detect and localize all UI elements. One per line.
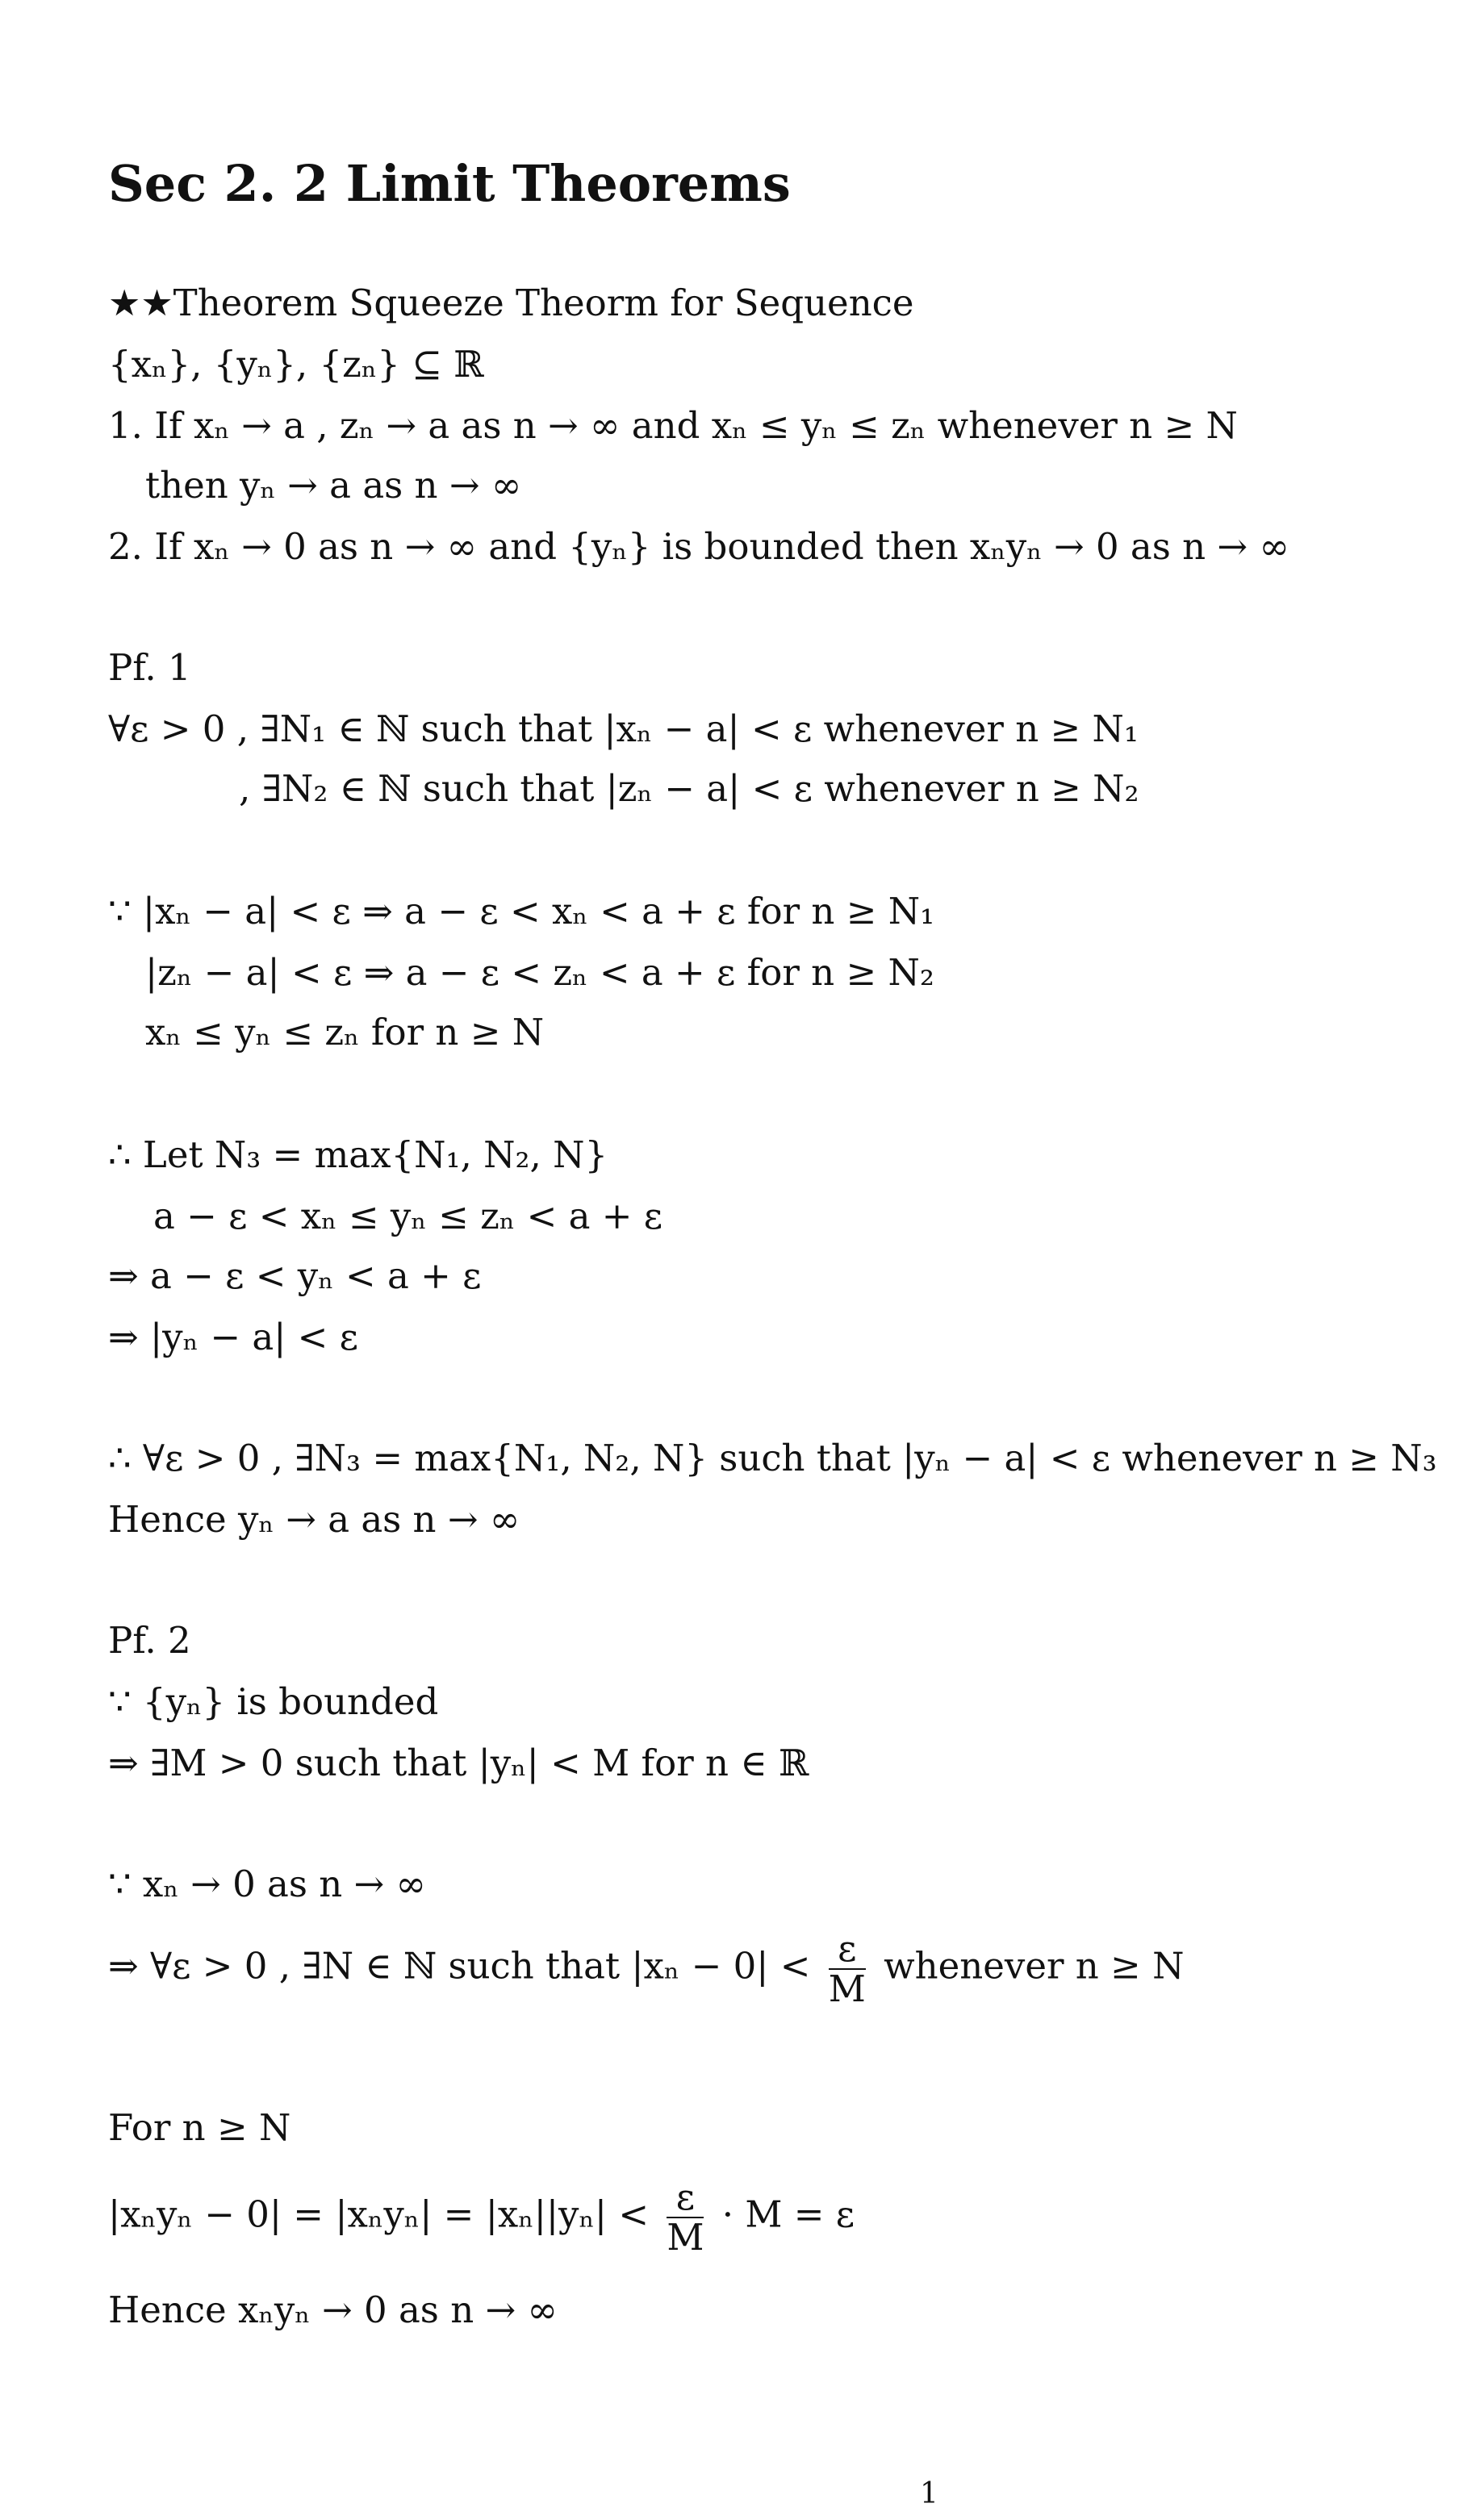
proof-2-line: ∵ {yₙ} is bounded: [108, 1680, 439, 1723]
proof-1-line: ∴ Let N₃ = max{N₁, N₂, N}: [108, 1133, 608, 1176]
proof-2-line: ∵ xₙ → 0 as n → ∞: [108, 1863, 427, 1905]
proof-1-line: ∵ |xₙ − a| < ε ⇒ a − ε < xₙ < a + ε for n ≥ N₁: [108, 890, 935, 932]
fraction-denominator: M: [667, 2216, 704, 2259]
proof-1-line: ∀ε > 0 , ∃N₁ ∈ ℕ such that |xₙ − a| < ε whenever n ≥ N₁: [108, 707, 1139, 750]
theorem-item-1: 1. If xₙ → a , zₙ → a as n → ∞ and xₙ ≤ yₙ ≤ zₙ whenever n ≥ N: [108, 404, 1238, 447]
proof-2-text: whenever n ≥ N: [884, 1944, 1185, 1988]
fraction-epsilon-over-m: [667, 2178, 704, 2257]
proof-2-conclusion: Hence xₙyₙ → 0 as n → ∞: [108, 2288, 558, 2331]
theorem-item-1-conclusion: then yₙ → a as n → ∞: [145, 464, 522, 507]
proof-1-line: , ∃N₂ ∈ ℕ such that |zₙ − a| < ε whenever n ≥ N₂: [239, 767, 1139, 810]
theorem-item-2: 2. If xₙ → 0 as n → ∞ and {yₙ} is bounded then xₙyₙ → 0 as n → ∞: [108, 525, 1289, 568]
theorem-sets: {xₙ}, {yₙ}, {zₙ} ⊆ ℝ: [108, 343, 484, 386]
proof-2-line: [108, 2178, 855, 2257]
fraction-numerator: ε: [829, 1930, 866, 1970]
page-title: Sec 2. 2 Limit Theorems: [108, 154, 791, 213]
theorem-heading: ★★Theorem Squeeze Theorm for Sequence: [108, 282, 914, 324]
fraction-denominator: M: [828, 1967, 866, 2010]
page-number: 1: [920, 2477, 938, 2510]
proof-1-line: a − ε < xₙ ≤ yₙ ≤ zₙ < a + ε: [153, 1195, 663, 1237]
proof-2-text: · M = ε: [721, 2192, 855, 2236]
proof-2-line: ⇒ ∃M > 0 such that |yₙ| < M for n ∈ ℝ: [108, 1742, 809, 1784]
proof-1-conclusion: Hence yₙ → a as n → ∞: [108, 1498, 520, 1541]
fraction-numerator: ε: [667, 2178, 704, 2218]
proof-1-line: ⇒ |yₙ − a| < ε: [108, 1316, 358, 1358]
proof-1-line: xₙ ≤ yₙ ≤ zₙ for n ≥ N: [145, 1011, 545, 1053]
fraction-epsilon-over-m: [828, 1927, 866, 2010]
proof-2-text: ⇒ ∀ε > 0 , ∃N ∈ ℕ such that |xₙ − 0| <: [108, 1944, 811, 1988]
proof-1-line: |zₙ − a| < ε ⇒ a − ε < zₙ < a + ε for n ≥ N₂: [145, 951, 934, 994]
proof-1-line: ⇒ a − ε < yₙ < a + ε: [108, 1254, 482, 1297]
proof-1-label: Pf. 1: [108, 646, 191, 689]
proof-1-line: ∴ ∀ε > 0 , ∃N₃ = max{N₁, N₂, N} such that |yₙ − a| < ε whenever n ≥ N₃: [108, 1437, 1437, 1479]
proof-2-label: Pf. 2: [108, 1619, 191, 1662]
proof-2-text: |xₙyₙ − 0| = |xₙyₙ| = |xₙ||yₙ| <: [108, 2192, 650, 2236]
proof-2-line: [108, 1927, 1185, 2010]
proof-2-line: For n ≥ N: [108, 2106, 291, 2149]
